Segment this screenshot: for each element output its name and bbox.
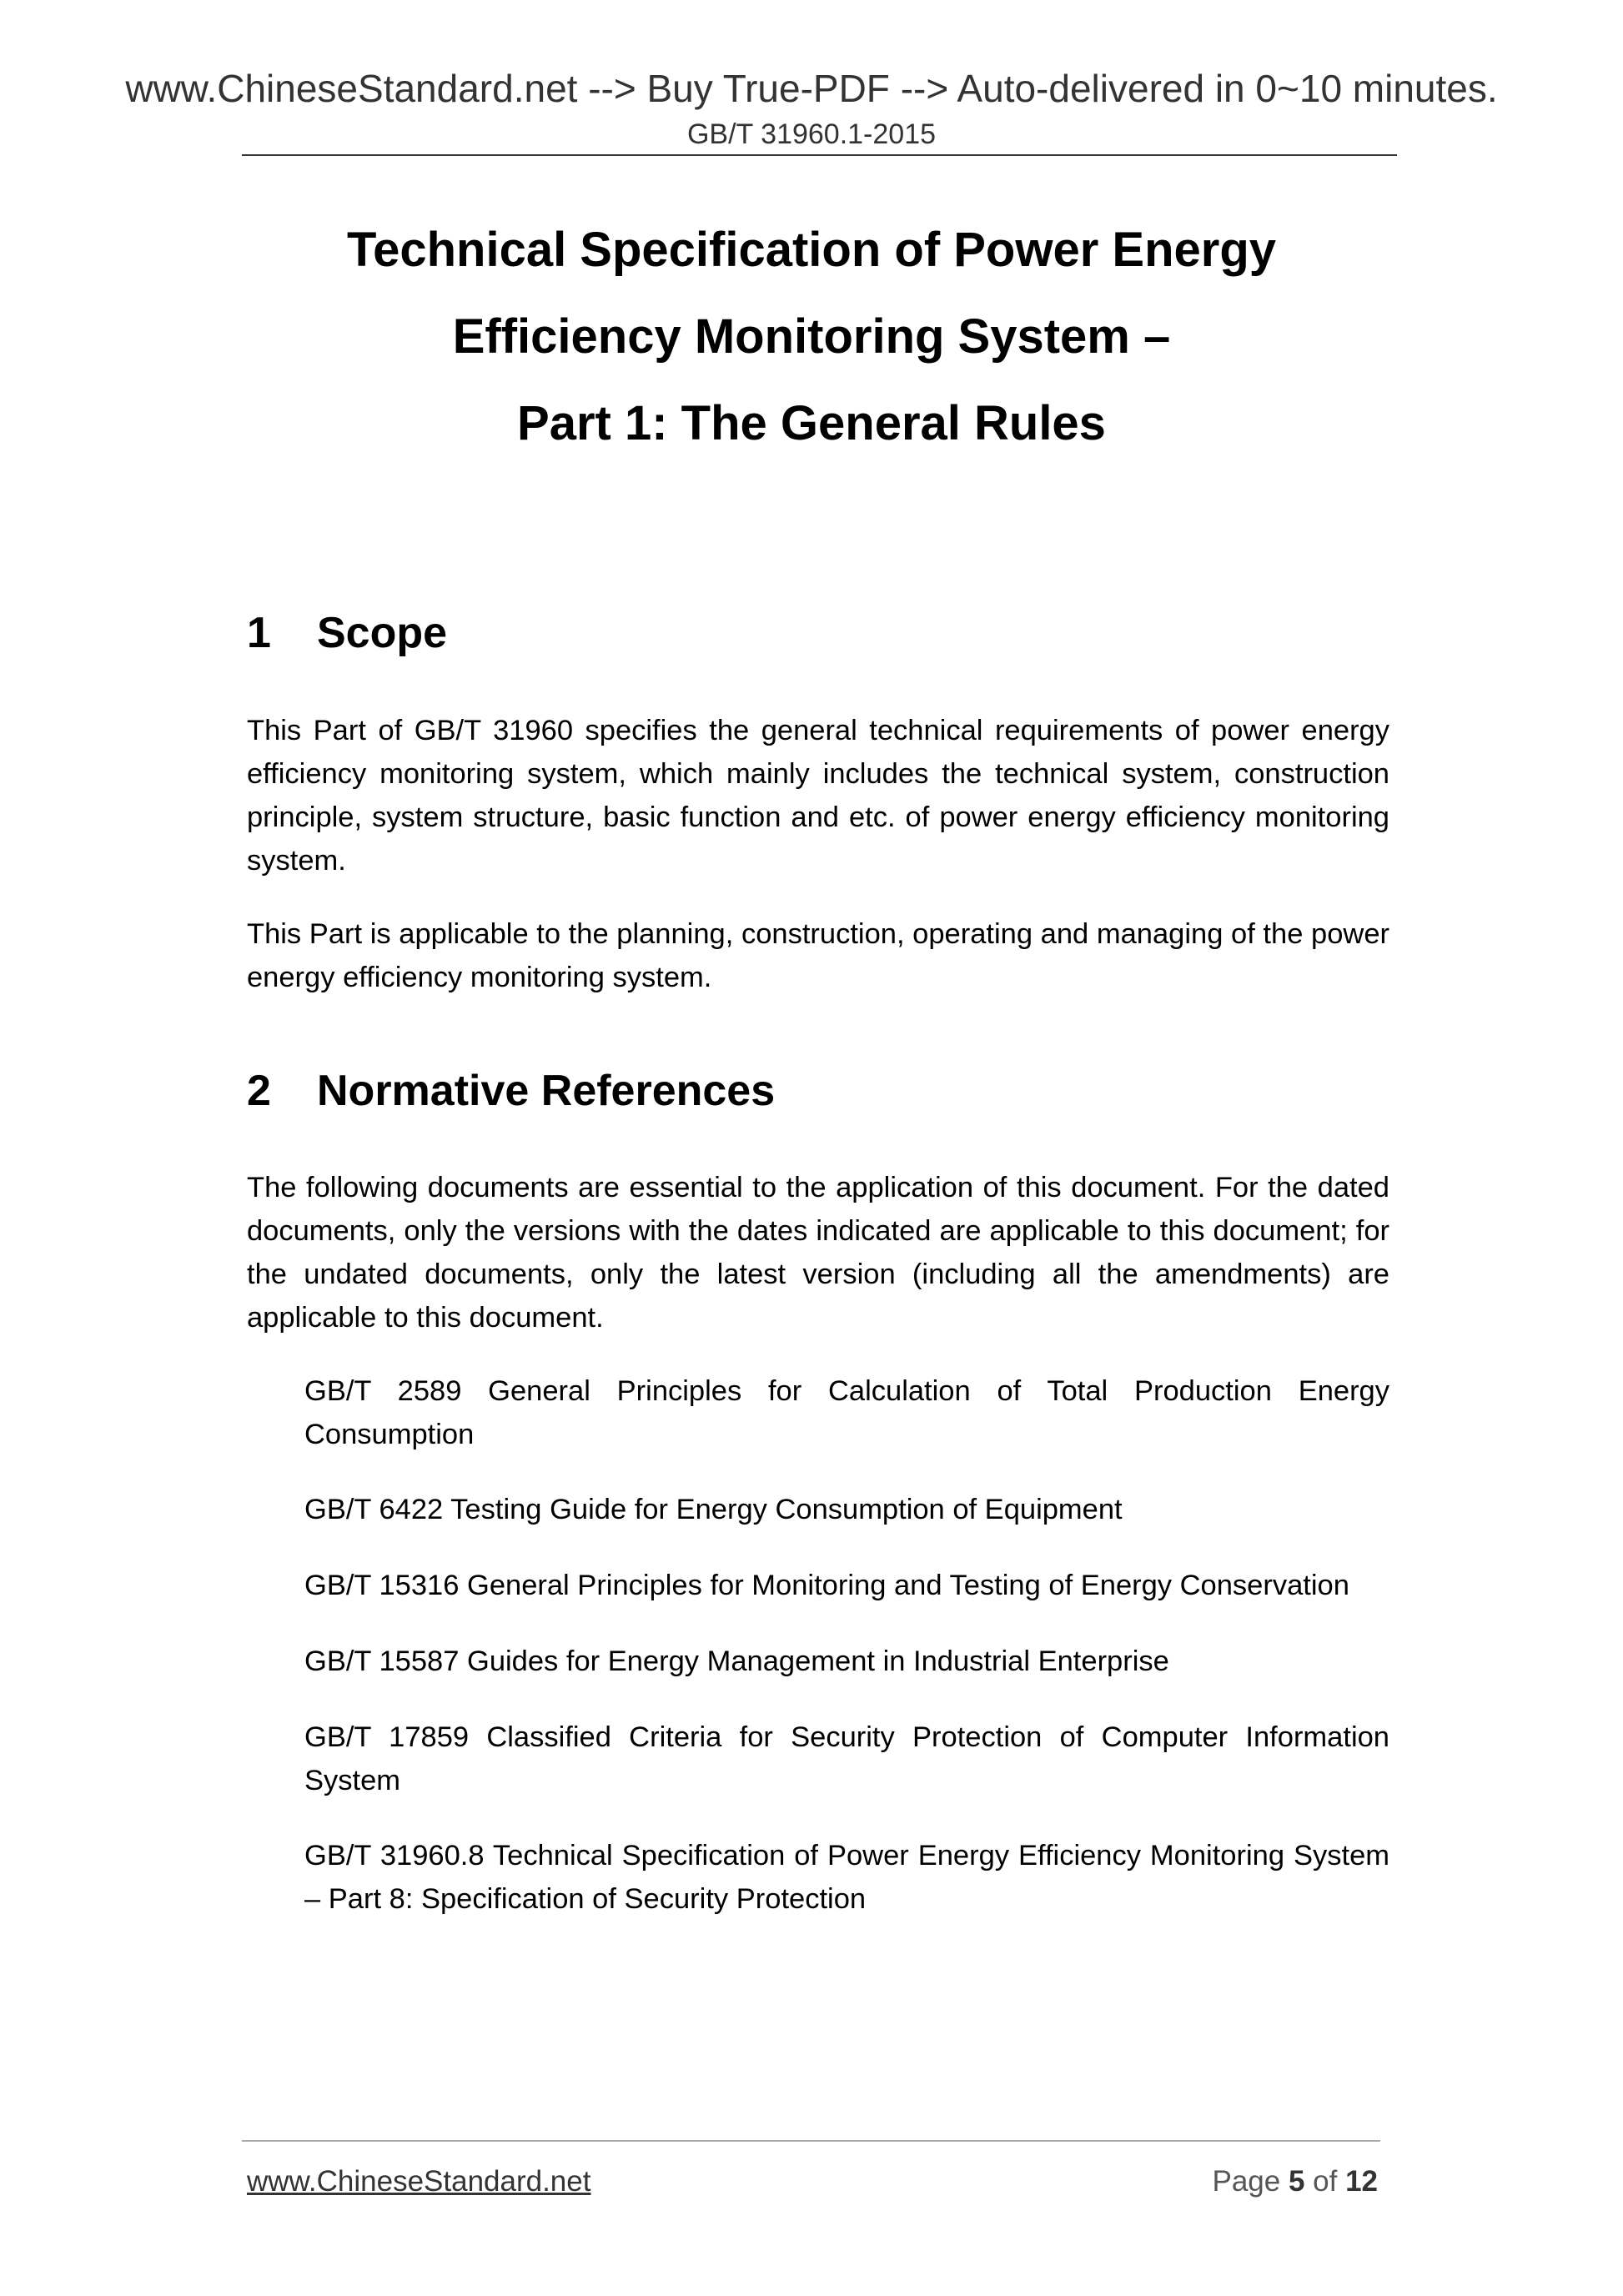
title-line-2: Efficiency Monitoring System – [452,309,1171,364]
footer-divider [242,2140,1380,2142]
section-heading-normative-references [247,1064,775,1118]
page-current: 5 [1288,2165,1305,2198]
section-number: 2 [247,1067,271,1115]
section-number: 1 [247,609,271,657]
header-divider [242,154,1397,156]
reference-item: GB/T 31960.8 Technical Specification of Power Energy Efficiency Monitoring System – Part 8: Specification of Security Protection [304,1840,1389,1915]
title-line-3: Part 1: The General Rules [517,396,1106,450]
references-intro-paragraph: The following documents are essential to the application of this document. For the dated documents, only the versions with the dates indicated are applicable to this document; for the undated documents, only the latest version (including all the amendments) are applicable to this document. [247,1172,1389,1334]
scope-paragraph: This Part is applicable to the planning, construction, operating and managing of the power energy efficiency monitoring system. [247,918,1389,993]
section-title: Scope [317,609,448,657]
page-total: 12 [1345,2165,1378,2198]
page-prefix: Page [1212,2165,1289,2198]
reference-item: GB/T 15316 General Principles for Monitoring and Testing of Energy Conservation [304,1570,1349,1601]
reference-item: GB/T 6422 Testing Guide for Energy Consumption of Equipment [304,1494,1123,1525]
page-number [1212,2163,1378,2200]
reference-item: GB/T 2589 General Principles for Calculation of Total Production Energy Consumption [304,1375,1389,1450]
section-title: Normative References [317,1067,776,1115]
scope-paragraph: This Part of GB/T 31960 specifies the general technical requirements of power energy efficiency monitoring system, which mainly includes the technical system, construction principle, system structure, basic function and etc. of power energy efficiency monitoring system. [247,715,1389,877]
page-of: of [1304,2165,1346,2198]
section-heading-scope [247,606,447,660]
header-banner: www.ChineseStandard.net --> Buy True-PDF --> Auto-delivered in 0~10 minutes. [125,67,1498,110]
footer-site-link[interactable]: www.ChineseStandard.net [247,2165,591,2198]
reference-item: GB/T 15587 Guides for Energy Management in Industrial Enterprise [304,1645,1169,1677]
reference-item: GB/T 17859 Classified Criteria for Security Protection of Computer Information System [304,1721,1389,1796]
document-code: GB/T 31960.1-2015 [686,118,937,150]
document-title [0,207,1623,467]
title-line-1: Technical Specification of Power Energy [346,223,1277,277]
